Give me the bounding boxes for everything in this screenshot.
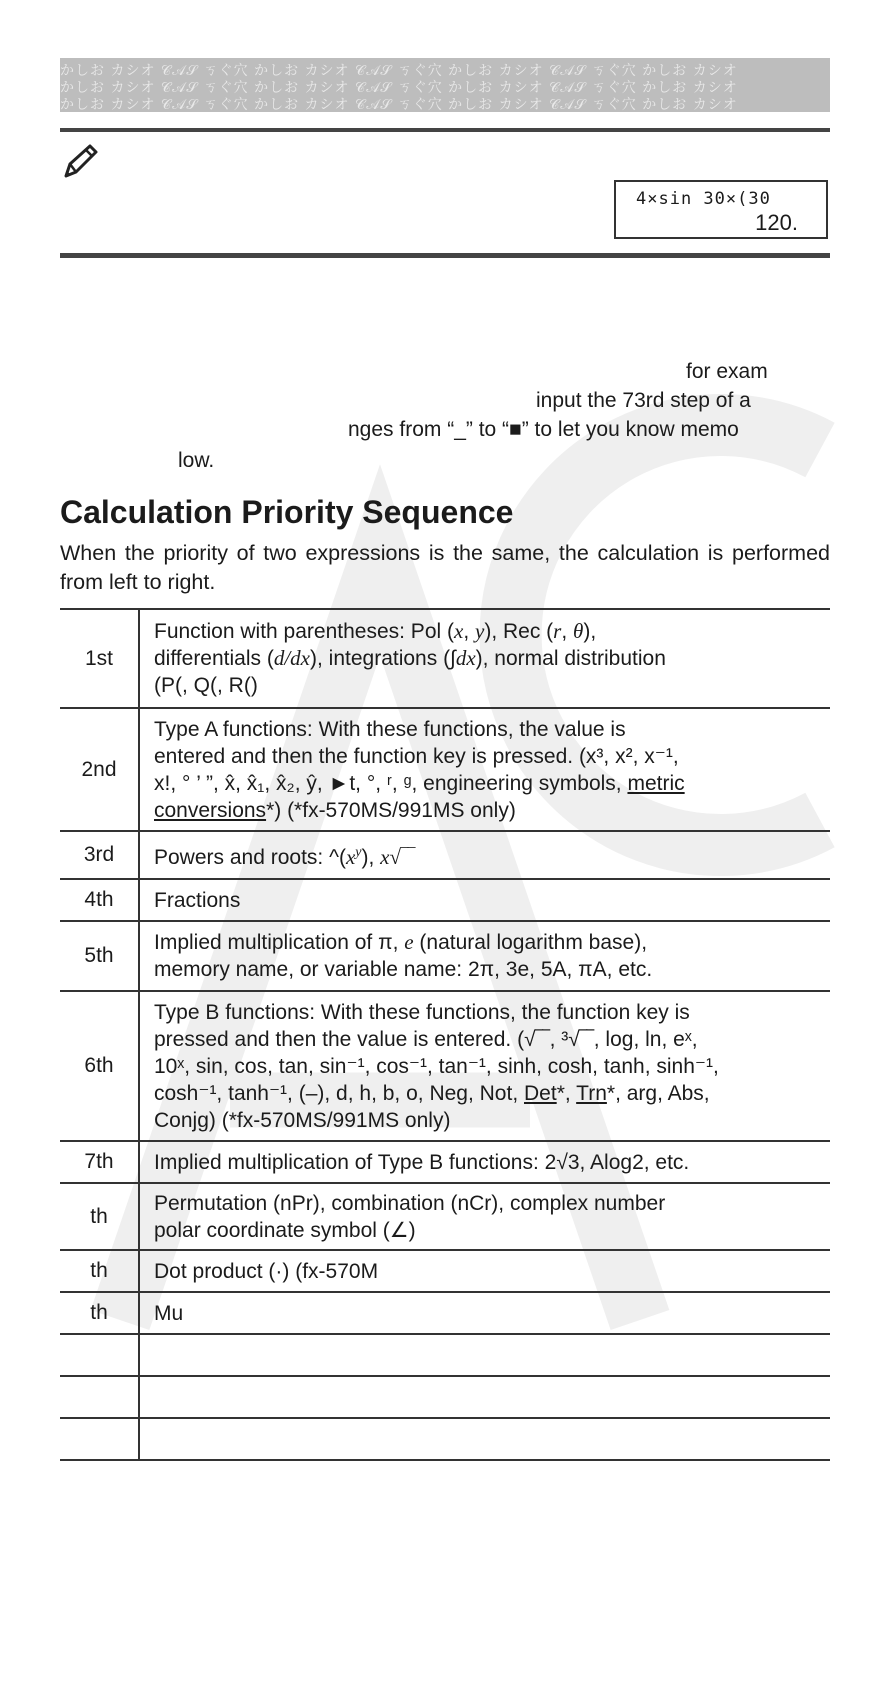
desc-text: cosh⁻¹, tanh⁻¹, (–), d, h, b, o, Neg, Not, [154, 1081, 524, 1105]
desc-text: Powers and roots: ^( [154, 846, 346, 869]
table-row [60, 1250, 830, 1292]
header-banner [60, 58, 830, 112]
desc-text: e [404, 930, 414, 954]
order-cell: th [60, 1250, 139, 1292]
description-cell: Implied multiplication of Type B functions: 2√3, Alog2, etc. [154, 1150, 690, 1174]
desc-text: differentials ( [154, 647, 274, 670]
table-row [60, 1292, 830, 1334]
description-cell [139, 1334, 830, 1376]
bottom-divider [60, 253, 830, 258]
table-row [60, 831, 830, 879]
table-row [60, 1376, 830, 1418]
display-expression: 4×sin 30×(30 [636, 189, 771, 209]
desc-text: θ [573, 619, 584, 643]
description-cell [139, 831, 830, 879]
banner-pattern: かしお カシオ 𝒞𝒜𝒮 ㄎぐ穴 かしお カシオ 𝒞𝒜𝒮 ㄎぐ穴 かしお カシオ 𝒞𝒜𝒮 ㄎぐ穴 かしお カシオ [60, 63, 738, 79]
table-row [60, 1334, 830, 1376]
order-cell: 6th [60, 991, 139, 1141]
description-cell [139, 609, 830, 708]
desc-text: x√‾‾ [380, 845, 415, 869]
table-row [60, 991, 830, 1141]
banner-pattern: かしお カシオ 𝒞𝒜𝒮 ㄎぐ穴 かしお カシオ 𝒞𝒜𝒮 ㄎぐ穴 かしお カシオ 𝒞𝒜𝒮 ㄎぐ穴 かしお カシオ [60, 97, 738, 112]
section-intro: When the priority of two expressions is the same, the calculation is performed from left to right. [60, 541, 830, 594]
desc-text: x [345, 845, 356, 869]
description-cell: Mu [154, 1301, 184, 1325]
description-cell [139, 708, 830, 831]
top-divider [60, 128, 830, 132]
desc-text: r [553, 619, 562, 643]
description-cell [139, 991, 830, 1141]
desc-text: Function with parentheses: Pol ( [154, 620, 454, 643]
order-cell: 1st [60, 609, 139, 708]
desc-text: y [355, 845, 362, 860]
order-cell: 4th [60, 879, 139, 921]
table-row [60, 609, 830, 708]
text-fragment: low. [178, 449, 215, 472]
order-cell: 7th [60, 1141, 139, 1183]
desc-text: ), integrations (∫ [310, 647, 456, 670]
desc-text: Permutation (nPr), combination (nCr), complex number [154, 1191, 666, 1215]
desc-text: *, [556, 1081, 577, 1105]
desc-text: metric [627, 771, 685, 795]
desc-text: 10ˣ, sin, cos, tan, sin⁻¹, cos⁻¹, tan⁻¹, sinh, cosh, tanh, sinh⁻¹, [154, 1054, 719, 1078]
banner-pattern: かしお カシオ 𝒞𝒜𝒮 ㄎぐ穴 かしお カシオ 𝒞𝒜𝒮 ㄎぐ穴 かしお カシオ 𝒞𝒜𝒮 ㄎぐ穴 かしお カシオ [60, 80, 738, 96]
desc-text: conversions [154, 798, 267, 822]
desc-text: x!, ° ’ ”, x̂, x̂₁, x̂₂, ŷ, ►t, °, ʳ, ᵍ, engineering symbols, [154, 771, 622, 795]
desc-text: polar coordinate symbol (∠) [154, 1218, 416, 1242]
pencil-icon [60, 142, 100, 182]
table-row [60, 1141, 830, 1183]
desc-text: Implied multiplication of π, [154, 931, 405, 954]
desc-text: Type B functions: With these functions, the function key is [154, 1000, 690, 1024]
order-cell: 5th [60, 921, 139, 991]
desc-text: memory name, or variable name: 2π, 3e, 5A, πA, etc. [154, 958, 653, 981]
description-cell [139, 1376, 830, 1418]
desc-text: , [561, 620, 574, 643]
description-cell [139, 1183, 830, 1250]
order-cell: th [60, 1292, 139, 1334]
order-cell [60, 1376, 139, 1418]
desc-text: ), normal distribution [475, 647, 666, 670]
calculator-display [614, 180, 828, 239]
table-row [60, 708, 830, 831]
text-fragment: input the 73rd step of a [536, 389, 751, 412]
desc-text: Type A functions: With these functions, the value is [154, 717, 626, 741]
desc-text: Det [524, 1081, 557, 1105]
desc-text: ), Rec ( [484, 620, 554, 643]
desc-text: pressed and then the value is entered. (√‾‾, ³√‾‾, log, ln, eˣ, [154, 1027, 698, 1051]
order-cell: 3rd [60, 831, 139, 879]
order-cell [60, 1418, 139, 1460]
description-cell: Fractions [154, 888, 241, 912]
desc-text: (P(, Q(, R() [154, 674, 258, 697]
section-title: Calculation Priority Sequence [60, 494, 514, 530]
order-cell: 2nd [60, 708, 139, 831]
order-cell: th [60, 1183, 139, 1250]
desc-text: d/dx [273, 646, 310, 670]
desc-text: Conjg) (*fx-570MS/991MS only) [154, 1108, 451, 1132]
description-cell [139, 1418, 830, 1460]
desc-text: entered and then the function key is pressed. (x³, x², x⁻¹, [154, 744, 679, 768]
desc-text: (natural logarithm base), [413, 931, 648, 954]
description-cell [139, 921, 830, 991]
desc-text: x [454, 619, 464, 643]
desc-text: dx [455, 646, 476, 670]
desc-text: ), [583, 620, 597, 643]
display-result: 120. [755, 210, 798, 235]
desc-text: *) (*fx-570MS/991MS only) [266, 798, 516, 822]
desc-text: *, arg, Abs, [606, 1081, 710, 1105]
text-fragment: for exam [686, 360, 768, 383]
description-cell: Dot product (·) (fx-570M [154, 1259, 379, 1283]
table-row [60, 1183, 830, 1250]
priority-table [60, 608, 830, 1461]
table-row [60, 1418, 830, 1460]
order-cell [60, 1334, 139, 1376]
desc-text: , [463, 620, 475, 643]
desc-text: y [475, 619, 485, 643]
desc-text: ), [361, 846, 381, 869]
text-fragment: nges from “_” to “■” to let you know memo [348, 418, 739, 441]
table-row [60, 921, 830, 991]
desc-text: Trn [576, 1081, 607, 1105]
table-row [60, 879, 830, 921]
